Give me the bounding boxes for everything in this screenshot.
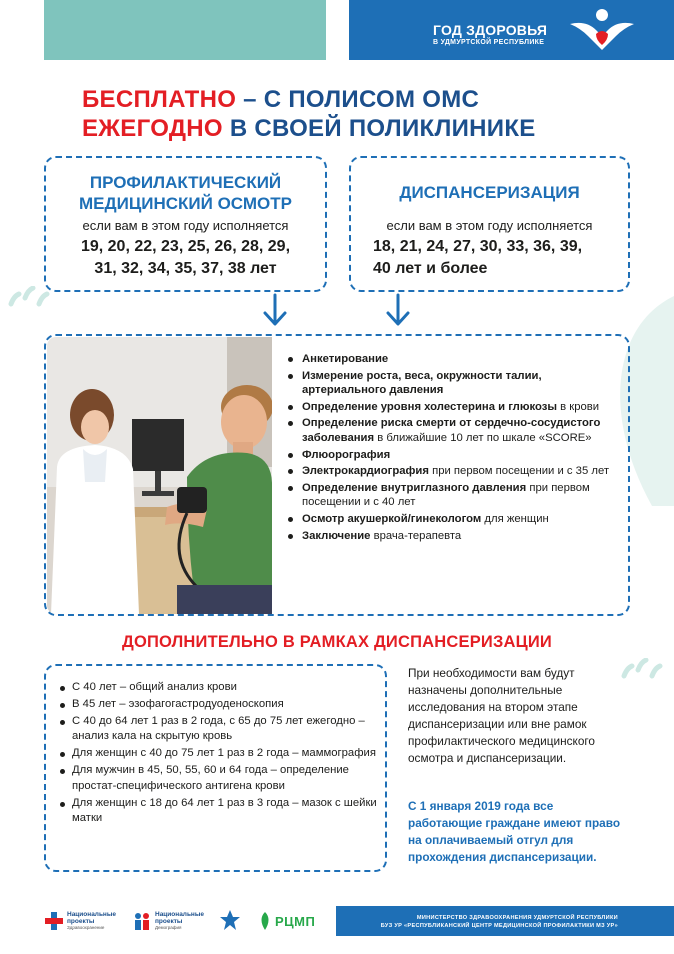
list-item: Определение риска смерти от сердечно-сосудистого заболевания в ближайшие 10 лет по шкале «SCORE» [280, 416, 620, 445]
list-item: С 40 до 64 лет 1 раз в 2 года, с 65 до 75 лет ежегодно – анализ кала на скрытую кровь [58, 714, 380, 744]
box-ages: 18, 21, 24, 27, 30, 33, 36, 39, [373, 238, 583, 255]
box-title: МЕДИЦИНСКИЙ ОСМОТР [79, 194, 292, 213]
box-dispensary [349, 156, 630, 292]
second-stage-note: При необходимости вам будут назначены дополнительные исследования на втором этапе диспансеризации или вне рамок профилактического медицинского осмотра и диспансеризации. [408, 666, 595, 765]
box-ages: 19, 20, 22, 23, 25, 26, 28, 29, [80, 238, 291, 255]
list-item: Для женщин с 40 до 75 лет 1 раз в 2 года – маммография [58, 746, 380, 761]
family-icon [132, 911, 152, 931]
header-teal-bar [44, 0, 326, 60]
arrow-down-icon [385, 293, 411, 327]
box-subtitle: если вам в этом году исполняется [386, 218, 593, 233]
box-title: ПРОФИЛАКТИЧЕСКИЙ [89, 173, 282, 192]
list-item: Осмотр акушеркой/гинекологом для женщин [280, 512, 620, 527]
list-item: Электрокардиография при первом посещении и с 35 лет [280, 464, 620, 479]
list-item: Определение уровня холестерина и глюкозы в крови [280, 400, 620, 415]
leaf-icon [258, 911, 272, 931]
headline-line-2: ЕЖЕГОДНО В СВОЕЙ ПОЛИКЛИНИКЕ [82, 115, 536, 142]
box-title: ДИСПАНСЕРИЗАЦИЯ [399, 183, 580, 202]
box-subtitle: если вам в этом году исполняется [82, 218, 289, 233]
list-item: Измерение роста, веса, окружности талии, артериального давления [280, 369, 620, 398]
brand-title: ГОД ЗДОРОВЬЯ [433, 22, 548, 38]
ministry-emblem-logo [216, 907, 244, 935]
doctor-patient-photo [47, 337, 272, 614]
exam-checklist [280, 352, 620, 545]
center-name: БУЗ УР «РЕСПУБЛИКАНСКИЙ ЦЕНТР МЕДИЦИНСКОЙ ПРОФИЛАКТИКИ МЗ УР» [380, 923, 618, 929]
list-item: Для мужчин в 45, 50, 55, 60 и 64 года – определение простат-специфического антигена крови [58, 763, 380, 793]
rcmp-logo: РЦМП [258, 907, 315, 935]
list-item: С 40 лет – общий анализ крови [58, 680, 380, 695]
emblem-icon [216, 908, 244, 934]
paid-leave-note: С 1 января 2019 года все работающие граждане имеют право на оплачиваемый отгул для прохождения диспансеризации. [408, 799, 621, 864]
box-preventive-exam [44, 156, 327, 292]
list-item: Определение внутриглазного давления при первом посещении и с 40 лет [280, 481, 620, 510]
health-cross-icon [44, 911, 64, 931]
national-projects-health-logo: Национальные проекты Здравоохранение [44, 907, 116, 935]
ministry-name: МИНИСТЕРСТВО ЗДРАВООХРАНЕНИЯ УДМУРТСКОЙ РЕСПУБЛИКИ [416, 915, 618, 921]
brand-subtitle: В УДМУРТСКОЙ РЕСПУБЛИКЕ [433, 39, 545, 46]
family-heart-icon [566, 6, 638, 56]
section-title: ДОПОЛНИТЕЛЬНО В РАМКАХ ДИСПАНСЕРИЗАЦИИ [121, 633, 552, 651]
additional-tests-list [58, 680, 380, 828]
box-ages: 31, 32, 34, 35, 37, 38 лет [94, 260, 277, 277]
footer-bar [336, 906, 674, 936]
national-projects-demography-logo: Национальные проекты Демография [132, 907, 204, 935]
arrow-down-icon [262, 293, 288, 327]
list-item: В 45 лет – эзофагогастродуоденоскопия [58, 697, 380, 712]
list-item: Для женщин с 18 до 64 лет 1 раз в 3 года – мазок с шейки матки [58, 796, 380, 826]
headline-line-1: БЕСПЛАТНО – С ПОЛИСОМ ОМС [82, 86, 480, 113]
list-item: Анкетирование [280, 352, 620, 367]
list-item: Заключение врача-терапевта [280, 529, 620, 544]
footer-logos [44, 907, 344, 935]
box-ages: 40 лет и более [373, 260, 488, 277]
list-item: Флюорография [280, 448, 620, 463]
doctor-patient-illustration [47, 337, 272, 614]
